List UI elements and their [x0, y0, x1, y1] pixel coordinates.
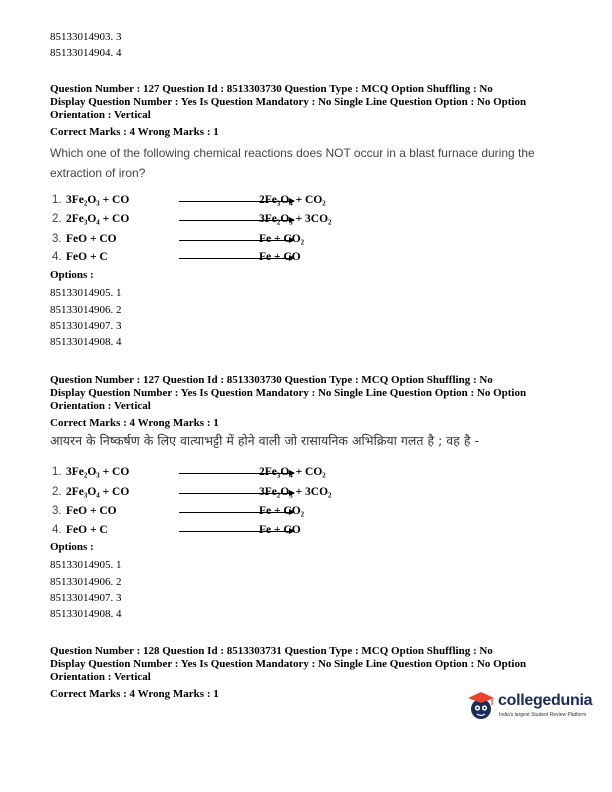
logo-tagline: India's largest Student Review Platform [499, 712, 587, 718]
option-line: 85133014907. 3 [50, 592, 122, 604]
option-line: 85133014904. 4 [50, 47, 122, 59]
options-label: Options : [50, 269, 94, 281]
question-header: Question Number : 128 Question Id : 8513303731 Question Type : MCQ Option Shuffling : No [50, 645, 493, 657]
reaction-lhs: 3Fe₂O₃ + CO [66, 194, 130, 206]
marks-line: Correct Marks : 4 Wrong Marks : 1 [50, 688, 219, 700]
reaction-rhs: 3Fe₂O₃ + 3CO₂ [259, 213, 332, 225]
reaction-number: 3. [52, 233, 62, 245]
reaction-row [52, 233, 372, 251]
reaction-row [52, 486, 372, 504]
reaction-number: 4. [52, 524, 62, 536]
reaction-lhs: 2Fe₃O₄ + CO [66, 213, 130, 225]
question-header: Orientation : Vertical [50, 671, 151, 683]
logo-brand-text: collegedunia [498, 692, 593, 709]
reaction-rhs: 3Fe₂O₃ + 3CO₂ [259, 486, 332, 498]
question-text: Which one of the following chemical reactions does NOT occur in a blast furnace during the extraction of iron? [50, 146, 535, 180]
question-header: Orientation : Vertical [50, 400, 151, 412]
question-header: Orientation : Vertical [50, 109, 151, 121]
collegedunia-logo[interactable] [466, 688, 596, 728]
reaction-number: 4. [52, 251, 62, 263]
question-text: आयरन के निष्कर्षण के लिए वात्याभट्टी में होने वाली जो रासायनिक अभिक्रिया गलत है ; वह है - [50, 433, 479, 448]
reaction-row [52, 213, 372, 231]
reaction-lhs: FeO + C [66, 251, 108, 263]
reaction-row [52, 505, 372, 523]
question-header: Display Question Number : Yes Is Question Mandatory : No Single Line Question Option : No Option [50, 96, 527, 108]
option-line: 85133014903. 3 [50, 31, 122, 43]
reaction-lhs: FeO + C [66, 524, 108, 536]
reaction-rhs: Fe + CO₂ [259, 505, 305, 517]
option-line: 85133014906. 2 [50, 304, 122, 316]
option-line: 85133014905. 1 [50, 287, 122, 299]
reaction-number: 3. [52, 505, 62, 517]
reaction-number: 1. [52, 194, 62, 206]
reaction-row [52, 524, 372, 542]
reaction-lhs: 2Fe₃O₄ + CO [66, 486, 130, 498]
reaction-lhs: FeO + CO [66, 505, 117, 517]
reaction-rhs: Fe + CO [259, 251, 301, 263]
question-header: Display Question Number : Yes Is Question Mandatory : No Single Line Question Option : No Option [50, 387, 527, 399]
reaction-rhs: 2Fe₃O₄ + CO₂ [259, 194, 326, 206]
option-line: 85133014908. 4 [50, 608, 122, 620]
option-line: 85133014906. 2 [50, 576, 122, 588]
reaction-number: 2. [52, 486, 62, 498]
option-line: 85133014905. 1 [50, 559, 122, 571]
marks-line: Correct Marks : 4 Wrong Marks : 1 [50, 126, 219, 138]
reaction-rhs: 2Fe₃O₄ + CO₂ [259, 466, 326, 478]
reaction-rhs: Fe + CO₂ [259, 233, 305, 245]
question-header: Question Number : 127 Question Id : 8513303730 Question Type : MCQ Option Shuffling : No [50, 374, 493, 386]
reaction-number: 1. [52, 466, 62, 478]
reaction-row [52, 194, 372, 212]
reaction-row [52, 466, 372, 484]
reaction-number: 2. [52, 213, 62, 225]
option-line: 85133014907. 3 [50, 320, 122, 332]
options-label: Options : [50, 541, 94, 553]
question-header: Display Question Number : Yes Is Question Mandatory : No Single Line Question Option : No Option [50, 658, 527, 670]
reaction-lhs: FeO + CO [66, 233, 117, 245]
reaction-row [52, 251, 372, 269]
marks-line: Correct Marks : 4 Wrong Marks : 1 [50, 417, 219, 429]
option-line: 85133014908. 4 [50, 336, 122, 348]
reaction-lhs: 3Fe₂O₃ + CO [66, 466, 130, 478]
graduation-cap-icon [466, 690, 496, 722]
reaction-rhs: Fe + CO [259, 524, 301, 536]
question-header: Question Number : 127 Question Id : 8513303730 Question Type : MCQ Option Shuffling : No [50, 83, 493, 95]
